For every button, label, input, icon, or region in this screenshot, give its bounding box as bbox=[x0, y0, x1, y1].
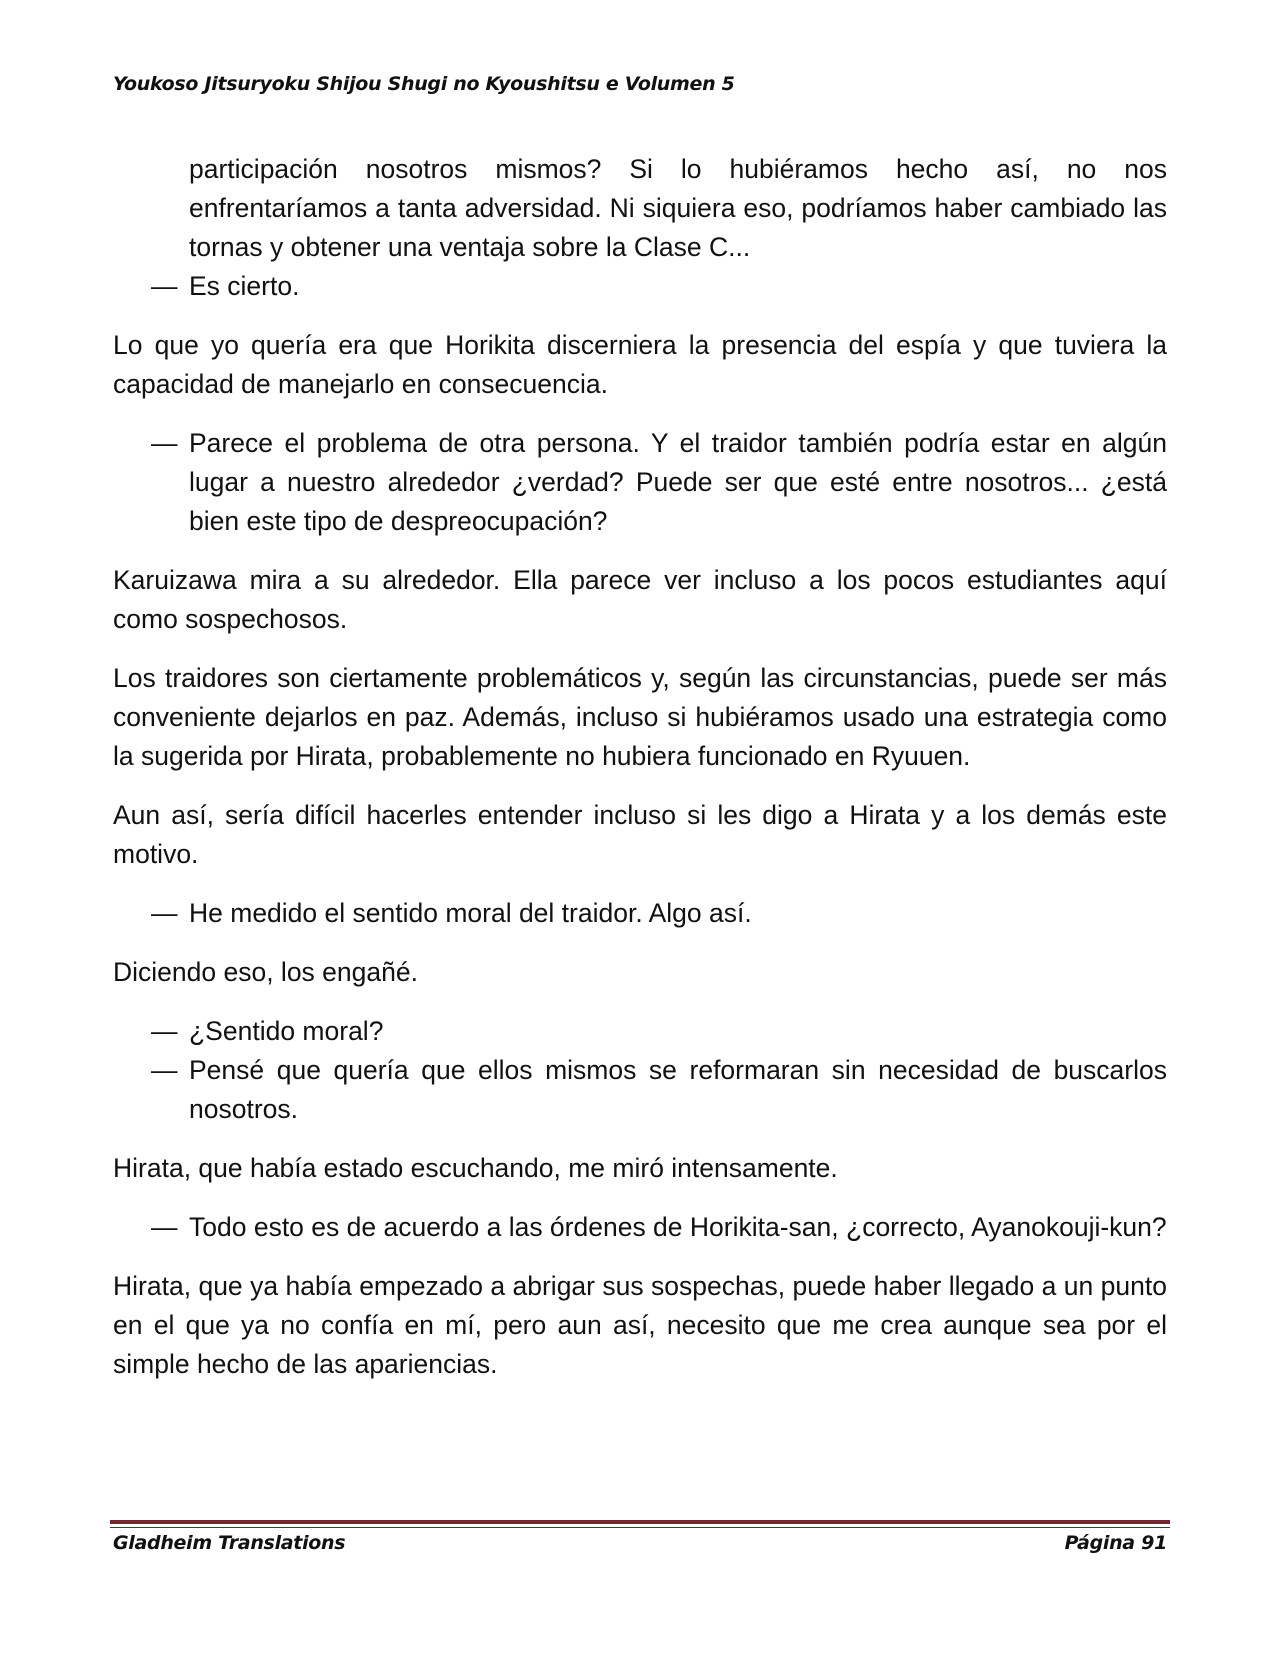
running-header: Youkoso Jitsuryoku Shijou Shugi no Kyoushitsu e Volumen 5 bbox=[113, 73, 735, 95]
dialogue-group bbox=[113, 424, 1167, 541]
dialogue-text: Es cierto. bbox=[189, 271, 300, 301]
dialogue-dash: — bbox=[151, 1016, 178, 1046]
narration-paragraph: Hirata, que ya había empezado a abrigar sus sospechas, puede haber llegado a un punto en el que ya no confía en mí, pero aun así, necesito que me crea aunque sea por el simple hecho de las apariencias. bbox=[113, 1271, 1167, 1379]
dialogue-text: Parece el problema de otra persona. Y el traidor también podría estar en algún lugar a nuestro alrededor ¿verdad? Puede ser que esté entre nosotros... ¿está bien este tipo de despreocupación? bbox=[189, 428, 1167, 536]
dialogue-text: Todo esto es de acuerdo a las órdenes de Horikita-san, ¿correcto, Ayanokouji-kun? bbox=[189, 1212, 1167, 1242]
narration-paragraph: Hirata, que había estado escuchando, me miró intensamente. bbox=[113, 1153, 838, 1183]
dialogue-line bbox=[113, 150, 1167, 267]
dialogue-line bbox=[113, 1012, 1167, 1051]
dialogue-line bbox=[113, 267, 1167, 306]
footer-translator: Gladheim Translations bbox=[113, 1532, 346, 1554]
dialogue-group bbox=[113, 1208, 1167, 1247]
footer-page-number: Página 91 bbox=[1064, 1532, 1167, 1554]
dialogue-group bbox=[113, 894, 1167, 933]
dialogue-dash: — bbox=[151, 898, 178, 928]
narration-paragraph: Karuizawa mira a su alrededor. Ella parece ver incluso a los pocos estudiantes aquí como sospechosos. bbox=[113, 565, 1167, 634]
dialogue-dash: — bbox=[151, 271, 178, 301]
page-body bbox=[113, 150, 1167, 1404]
dialogue-dash: — bbox=[151, 428, 178, 458]
narration-paragraph: Diciendo eso, los engañé. bbox=[113, 957, 418, 987]
narration-paragraph: Aun así, sería difícil hacerles entender incluso si les digo a Hirata y a los demás este motivo. bbox=[113, 800, 1167, 869]
dialogue-text: Pensé que quería que ellos mismos se reformaran sin necesidad de buscarlos nosotros. bbox=[189, 1055, 1167, 1124]
dialogue-line bbox=[113, 1051, 1167, 1129]
dialogue-text: participación nosotros mismos? Si lo hubiéramos hecho así, no nos enfrentaríamos a tanta adversidad. Ni siquiera eso, podríamos haber cambiado las tornas y obtener una ventaja sobre la Clase C... bbox=[189, 154, 1167, 262]
dialogue-group bbox=[113, 150, 1167, 306]
dialogue-line bbox=[113, 1208, 1167, 1247]
narration-paragraph: Lo que yo quería era que Horikita discerniera la presencia del espía y que tuviera la capacidad de manejarlo en consecuencia. bbox=[113, 330, 1167, 399]
dialogue-text: ¿Sentido moral? bbox=[189, 1016, 384, 1046]
dialogue-line bbox=[113, 894, 1167, 933]
narration-paragraph: Los traidores son ciertamente problemáticos y, según las circunstancias, puede ser más conveniente dejarlos en paz. Además, incluso si hubiéramos usado una estrategia como la sugerida por Hirata, probablemente no hubiera funcionado en Ryuuen. bbox=[113, 663, 1167, 771]
footer-divider bbox=[110, 1520, 1170, 1528]
dialogue-dash: — bbox=[151, 1212, 178, 1242]
dialogue-group bbox=[113, 1012, 1167, 1129]
dialogue-line bbox=[113, 424, 1167, 541]
dialogue-dash: — bbox=[151, 1055, 178, 1085]
dialogue-text: He medido el sentido moral del traidor. Algo así. bbox=[189, 898, 752, 928]
